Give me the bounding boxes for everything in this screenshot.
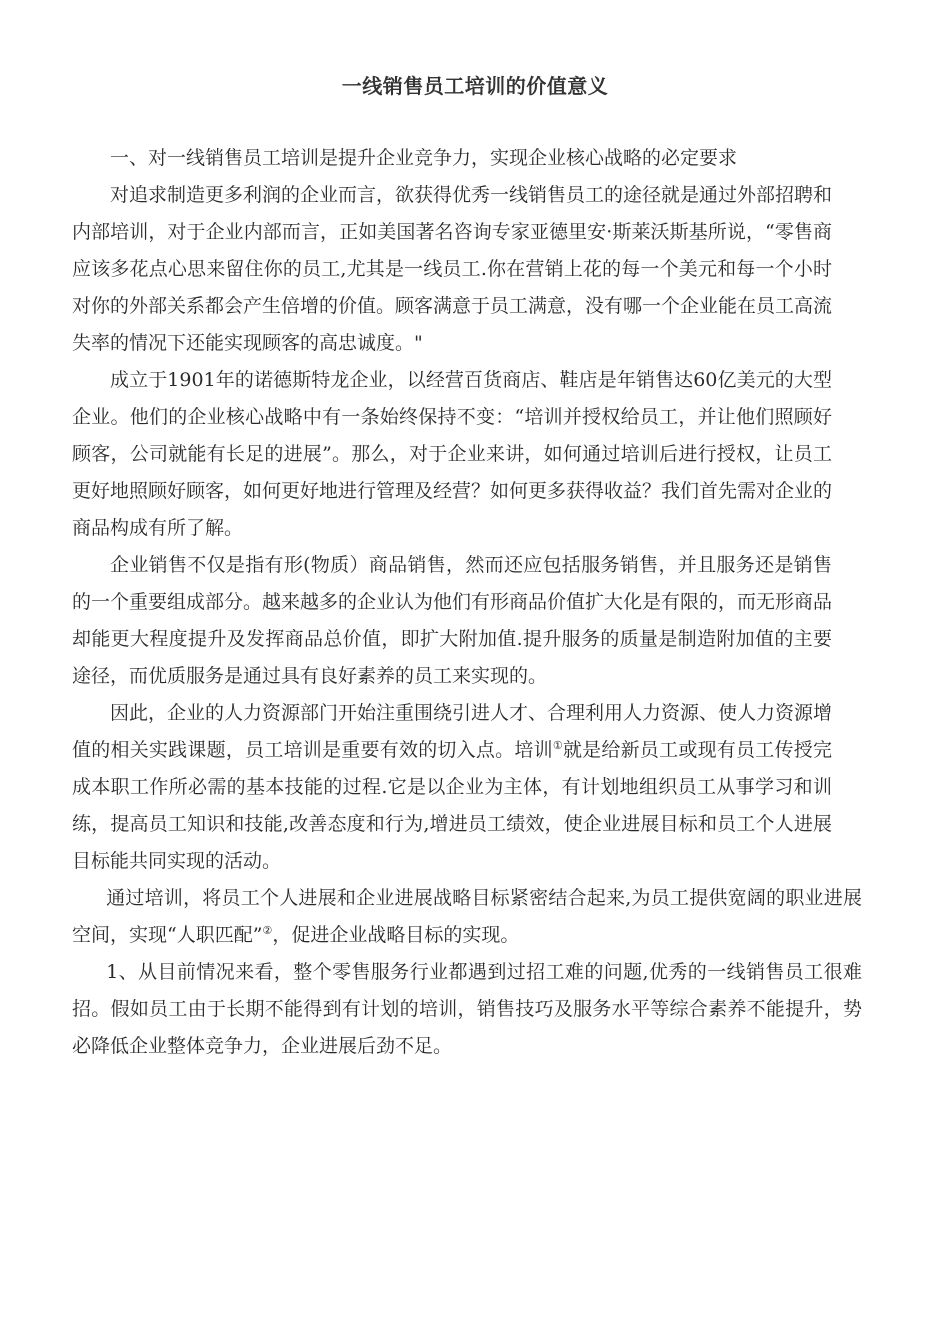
paragraph-4 xyxy=(72,695,862,880)
section-heading-1: 一、对一线销售员工培训是提升企业竞争力，实现企业核心战略的必定要求 xyxy=(110,147,738,169)
footnote-marker-2: ② xyxy=(262,924,273,937)
footnote-marker-1: ① xyxy=(552,739,563,752)
paragraph-4-text-a: 因此，企业的人力资源部门开始注重围绕引进人才、合理利用人力资源、使人力资源增值的相关实践课题，员工培训是重要有效的切入点。培训 xyxy=(72,702,833,761)
document-title: 一线销售员工培训的价值意义 xyxy=(341,74,609,98)
paragraph-4-text-b: 就是给新员工或现有员工传授完成本职工作所必需的基本技能的过程.它是以企业为主体，有计划地组织员工从事学习和训练，提高员工知识和技能,改善态度和行为,增进员工绩效，使企业进展目标和员工个人进展目标能共同实现的活动。 xyxy=(72,739,832,872)
paragraph-6: 1、从目前情况来看，整个零售服务行业都遇到过招工难的问题,优秀的一线销售员工很难招。假如员工由于长期不能得到有计划的培训，销售技巧及服务水平等综合素养不能提升，势必降低企业整体竞争力，企业进展后劲不足。 xyxy=(72,961,862,1057)
paragraph-5-text-b: ，促进企业战略目标的实现。 xyxy=(272,924,520,946)
paragraph-1: 对追求制造更多利润的企业而言，欲获得优秀一线销售员工的途径就是通过外部招聘和内部培训，对于企业内部而言，正如美国著名咨询专家亚德里安·斯莱沃斯基所说，“零售商应该多花点心思来留住你的员工,尤其是一线员工.你在营销上花的每一个美元和每一个小时对你的外部关系都会产生倍增的价值。顾客满意于员工满意，没有哪一个企业能在员工高流失率的情况下还能实现顾客的高忠诚度。" xyxy=(72,184,833,354)
paragraph-2: 成立于1901年的诺德斯特龙企业，以经营百货商店、鞋店是年销售达60亿美元的大型企业。他们的企业核心战略中有一条始终保持不变：“培训并授权给员工，并让他们照顾好顾客，公司就能有长足的进展”。那么，对于企业来讲，如何通过培训后进行授权，让员工更好地照顾好顾客，如何更好地进行管理及经营？如何更多获得收益？我们首先需对企业的商品构成有所了解。 xyxy=(72,369,833,539)
paragraph-3: 企业销售不仅是指有形(物质）商品销售，然而还应包括服务销售，并且服务还是销售的一个重要组成部分。越来越多的企业认为他们有形商品价值扩大化是有限的，而无形商品却能更大程度提升及发挥商品总价值，即扩大附加值.提升服务的质量是制造附加值的主要途径，而优质服务是通过具有良好素养的员工来实现的。 xyxy=(72,554,833,687)
paragraph-5-text-a: 通过培训，将员工个人进展和企业进展战略目标紧密结合起来,为员工提供宽阔的职业进展空间，实现“人职匹配” xyxy=(72,887,862,946)
document-body xyxy=(72,140,862,1065)
paragraph-5 xyxy=(72,880,862,954)
